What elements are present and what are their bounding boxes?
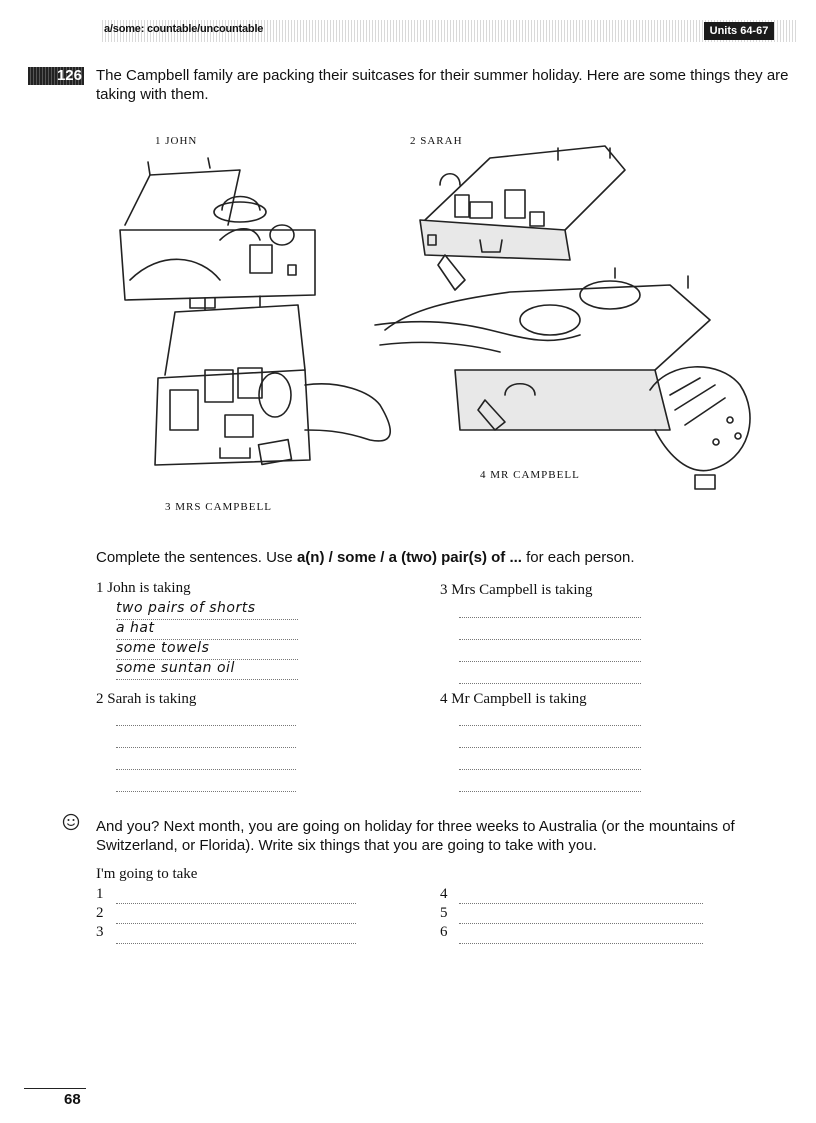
john-suitcase-icon [120,158,315,308]
answer-line[interactable] [116,885,356,904]
sentence-1-answers [116,600,298,680]
personal-question: And you? Next month, you are going on holiday for three weeks to Australia (or the mountains of Switzerland, or Florida). Write six things that you are going to take with you. [96,818,735,854]
mr-campbell-suitcase-icon [375,268,750,489]
sentence-2-answers [116,704,296,792]
line-number: 1 [96,886,104,902]
mrs-campbell-suitcase-icon [155,296,390,465]
answer-line[interactable] [459,770,641,792]
answer-line[interactable]: a hat [116,620,298,640]
personal-numbers-right [440,885,448,942]
suitcases-illustration [110,130,780,520]
sentence-3-label: 3 Mrs Campbell is taking [440,582,593,598]
sentence-1-label: 1 John is taking [96,580,191,596]
caption-sarah: 2 SARAH [410,135,463,147]
answer-line[interactable] [116,770,296,792]
header-title: a/some: countable/uncountable [104,23,264,35]
line-number: 4 [440,886,448,902]
answer-line[interactable] [459,640,641,662]
footer-rule [24,1088,86,1089]
answer-line[interactable] [459,748,641,770]
sentence-3-answers [459,596,641,684]
personal-lines-right [459,885,703,945]
smiley-icon [62,813,80,831]
answer-line[interactable] [459,662,641,684]
exercise-number: 126 [28,67,84,85]
line-number: 2 [96,905,104,921]
personal-lead: I'm going to take [96,866,198,882]
personal-lines-left [116,885,356,945]
sarah-suitcase-icon [420,146,625,290]
sentence-4-label: 4 Mr Campbell is taking [440,691,587,707]
line-number: 5 [440,905,448,921]
answer-line[interactable] [459,704,641,726]
sentence-2-label: 2 Sarah is taking [96,691,197,707]
sentence-4-answers [459,704,641,792]
personal-numbers-left [96,885,104,942]
answer-line[interactable] [459,905,703,924]
answer-line[interactable] [116,748,296,770]
answer-line[interactable] [116,905,356,924]
exercise-instruction: The Campbell family are packing their suitcases for their summer holiday. Here are some things they are taking with them. [96,67,789,103]
answer-line[interactable] [116,925,356,944]
answer-line[interactable] [459,618,641,640]
answer-line[interactable]: some suntan oil [116,660,298,680]
answer-line[interactable] [459,925,703,944]
caption-john: 1 JOHN [155,135,198,147]
units-badge: Units 64-67 [704,22,774,40]
caption-mrs-campbell: 3 MRS CAMPBELL [165,501,272,513]
line-number: 6 [440,924,448,940]
caption-mr-campbell: 4 MR CAMPBELL [480,469,580,481]
page-number: 68 [64,1091,81,1108]
answer-line[interactable] [459,726,641,748]
answer-line[interactable] [116,726,296,748]
answer-line[interactable] [459,596,641,618]
task-instruction: Complete the sentences. Use a(n) / some / a (two) pair(s) of ... for each person. [96,549,635,566]
answer-line[interactable]: two pairs of shorts [116,600,298,620]
line-number: 3 [96,924,104,940]
answer-line[interactable] [459,885,703,904]
answer-line[interactable]: some towels [116,640,298,660]
answer-line[interactable] [116,704,296,726]
